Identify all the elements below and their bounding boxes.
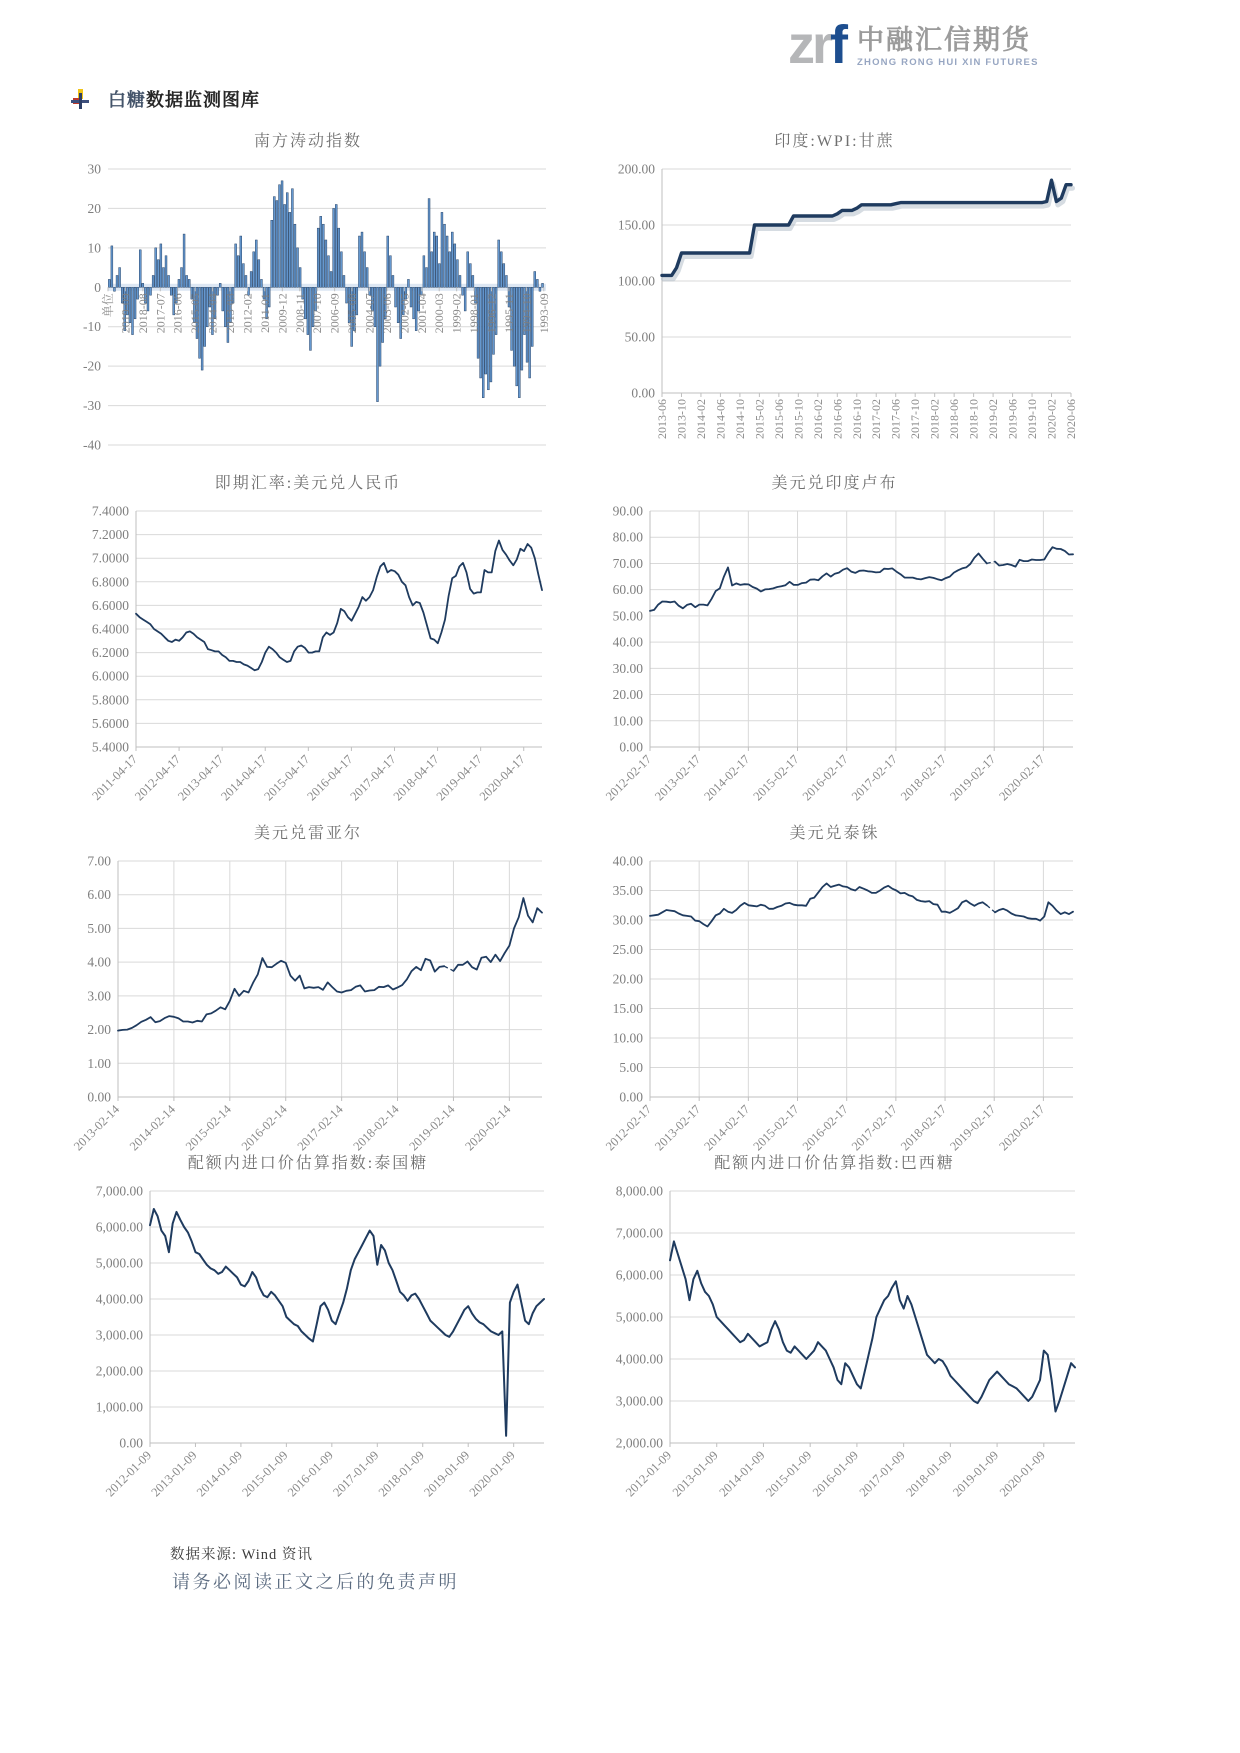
svg-text:2020-04-17: 2020-04-17 — [476, 752, 528, 804]
svg-text:2014-01-09: 2014-01-09 — [716, 1448, 768, 1500]
chart-canvas-usdthb — [582, 847, 1087, 1176]
svg-text:2018-02-17: 2018-02-17 — [898, 1102, 950, 1154]
svg-text:2016-02: 2016-02 — [810, 399, 825, 439]
svg-text:2016-04-17: 2016-04-17 — [304, 752, 356, 804]
svg-text:2020-02-14: 2020-02-14 — [462, 1102, 514, 1154]
chart-canvas-wpi — [582, 155, 1087, 460]
chart-title: 美元兑雷亚尔 — [253, 825, 362, 842]
svg-text:2015-02-17: 2015-02-17 — [750, 752, 802, 804]
chart-title: 南方涛动指数 — [253, 133, 362, 150]
svg-text:2019-09: 2019-09 — [118, 293, 133, 334]
svg-text:2,000.00: 2,000.00 — [95, 1363, 143, 1379]
chart-thai-sugar-import-index — [62, 1150, 554, 1532]
svg-text:200.00: 200.00 — [617, 161, 655, 177]
svg-text:100.00: 100.00 — [617, 273, 655, 289]
svg-text:2016-06: 2016-06 — [170, 293, 185, 334]
svg-text:2014-01-09: 2014-01-09 — [193, 1448, 246, 1500]
svg-text:2018-01-09: 2018-01-09 — [375, 1448, 427, 1500]
svg-text:2015-02: 2015-02 — [752, 399, 767, 439]
svg-text:7.2000: 7.2000 — [91, 527, 129, 543]
svg-text:90.00: 90.00 — [612, 503, 643, 519]
svg-text:2014-02-14: 2014-02-14 — [126, 1102, 179, 1154]
bullet-pin-icon — [70, 88, 90, 110]
svg-text:2019-01-09: 2019-01-09 — [421, 1448, 473, 1500]
svg-text:5.6000: 5.6000 — [91, 715, 129, 731]
svg-text:20: 20 — [87, 200, 101, 216]
svg-text:2003-06: 2003-06 — [379, 293, 394, 334]
svg-text:2015-01-09: 2015-01-09 — [239, 1448, 291, 1500]
svg-text:2013-01-09: 2013-01-09 — [669, 1448, 721, 1500]
svg-text:2017-02-17: 2017-02-17 — [848, 1102, 900, 1154]
svg-text:1,000.00: 1,000.00 — [95, 1399, 143, 1415]
svg-text:2015-10: 2015-10 — [791, 399, 806, 439]
svg-text:2020-01-09: 2020-01-09 — [466, 1448, 518, 1500]
svg-text:25.00: 25.00 — [612, 942, 643, 957]
svg-text:2020-02-17: 2020-02-17 — [996, 1102, 1048, 1154]
svg-text:0: 0 — [94, 279, 101, 295]
svg-text:2017-07: 2017-07 — [153, 293, 168, 334]
chart-title: 美元兑泰铢 — [789, 825, 880, 842]
svg-text:0.00: 0.00 — [119, 1435, 143, 1451]
svg-text:8,000.00: 8,000.00 — [615, 1183, 663, 1199]
svg-text:单位: 单位 — [101, 293, 115, 318]
svg-text:2020-01-09: 2020-01-09 — [996, 1448, 1048, 1500]
svg-text:2014-10: 2014-10 — [732, 399, 747, 439]
svg-text:2015-06: 2015-06 — [771, 399, 786, 439]
svg-text:2019-06: 2019-06 — [1005, 399, 1020, 439]
svg-text:2.00: 2.00 — [87, 1022, 111, 1038]
svg-text:6.6000: 6.6000 — [91, 597, 129, 613]
svg-text:2004-07: 2004-07 — [362, 293, 377, 334]
svg-text:1995-11: 1995-11 — [501, 293, 516, 333]
disclaimer: 请务必阅读正文之后的免责声明 — [172, 1572, 459, 1592]
svg-text:10: 10 — [87, 240, 101, 256]
chart-title: 配额内进口价估算指数:泰国糖 — [187, 1155, 429, 1172]
svg-text:2017-04-17: 2017-04-17 — [347, 752, 399, 804]
svg-text:2017-02: 2017-02 — [869, 399, 884, 439]
svg-text:2015-05: 2015-05 — [188, 293, 203, 334]
chart-usd-cny — [62, 470, 554, 826]
svg-text:-30: -30 — [83, 398, 101, 414]
svg-text:2013-01-09: 2013-01-09 — [148, 1448, 200, 1500]
svg-text:2020-06: 2020-06 — [1064, 399, 1078, 439]
svg-text:30.00: 30.00 — [612, 660, 643, 676]
svg-text:2015-01-09: 2015-01-09 — [763, 1448, 815, 1500]
svg-text:2017-01-09: 2017-01-09 — [856, 1448, 908, 1500]
svg-text:2019-02: 2019-02 — [986, 399, 1001, 439]
svg-text:2014-06: 2014-06 — [713, 399, 728, 439]
chart-usd-thb — [582, 820, 1087, 1176]
svg-text:20.00: 20.00 — [612, 971, 643, 987]
svg-text:2017-10: 2017-10 — [908, 399, 923, 439]
svg-text:2019-04-17: 2019-04-17 — [433, 752, 485, 804]
svg-text:2018-02: 2018-02 — [927, 399, 942, 439]
svg-text:2014-04-17: 2014-04-17 — [218, 752, 270, 804]
svg-text:2002-05: 2002-05 — [397, 293, 412, 334]
svg-text:2013-06: 2013-06 — [655, 399, 669, 439]
svg-text:40.00: 40.00 — [612, 853, 643, 869]
svg-text:2013-10: 2013-10 — [674, 399, 689, 439]
svg-text:2,000.00: 2,000.00 — [615, 1435, 663, 1451]
svg-text:2000-03: 2000-03 — [432, 293, 447, 334]
svg-text:7.00: 7.00 — [87, 853, 111, 869]
svg-text:5,000.00: 5,000.00 — [615, 1309, 663, 1325]
svg-text:2018-10: 2018-10 — [966, 399, 981, 439]
logo-company-name: 中融汇信期货 — [857, 25, 1031, 55]
chart-canvas-brazil-sugar — [582, 1177, 1087, 1532]
svg-text:2016-06: 2016-06 — [830, 399, 845, 439]
svg-text:6,000.00: 6,000.00 — [615, 1267, 663, 1283]
svg-text:2013-04-17: 2013-04-17 — [175, 752, 227, 804]
svg-text:2016-02-17: 2016-02-17 — [799, 1102, 851, 1154]
svg-text:2018-02-14: 2018-02-14 — [350, 1102, 402, 1154]
svg-text:60.00: 60.00 — [612, 582, 643, 598]
svg-text:2019-02-17: 2019-02-17 — [947, 1102, 999, 1154]
svg-text:2014-04: 2014-04 — [205, 293, 220, 334]
svg-text:2017-01-09: 2017-01-09 — [330, 1448, 382, 1500]
svg-text:5,000.00: 5,000.00 — [95, 1255, 143, 1271]
svg-text:2017-02-17: 2017-02-17 — [848, 752, 900, 804]
svg-text:2020-02-17: 2020-02-17 — [996, 752, 1048, 804]
svg-text:6.2000: 6.2000 — [91, 645, 129, 661]
svg-text:6.4000: 6.4000 — [91, 621, 129, 637]
svg-text:7,000.00: 7,000.00 — [95, 1183, 143, 1199]
svg-text:2013-02-17: 2013-02-17 — [652, 752, 704, 804]
chart-canvas-usdinr — [582, 497, 1087, 826]
svg-text:4,000.00: 4,000.00 — [615, 1351, 663, 1367]
svg-text:2018-08: 2018-08 — [135, 293, 150, 334]
svg-text:3,000.00: 3,000.00 — [95, 1327, 143, 1343]
svg-text:2016-10: 2016-10 — [849, 399, 864, 439]
logo-zrf-mark: zrf — [788, 15, 845, 75]
svg-text:10.00: 10.00 — [612, 713, 643, 729]
svg-text:20.00: 20.00 — [612, 687, 643, 703]
chart-title: 美元兑印度卢布 — [771, 475, 898, 492]
svg-text:6,000.00: 6,000.00 — [95, 1219, 143, 1235]
chart-canvas-usdbrl — [62, 847, 554, 1176]
svg-text:0.00: 0.00 — [619, 1089, 643, 1105]
svg-text:150.00: 150.00 — [617, 217, 655, 233]
company-logo — [788, 15, 1039, 75]
chart-canvas-soi — [62, 155, 554, 460]
svg-text:2008-11: 2008-11 — [292, 293, 307, 333]
section-title-row — [70, 86, 260, 112]
svg-text:2012-01-09: 2012-01-09 — [102, 1448, 155, 1500]
svg-text:4.00: 4.00 — [87, 954, 111, 970]
svg-text:2012-02: 2012-02 — [240, 293, 255, 334]
svg-text:3,000.00: 3,000.00 — [615, 1393, 663, 1409]
svg-text:0.00: 0.00 — [619, 739, 643, 755]
svg-text:2017-02-14: 2017-02-14 — [294, 1102, 346, 1154]
svg-text:2014-02-17: 2014-02-17 — [701, 1102, 753, 1154]
svg-text:2018-06: 2018-06 — [947, 399, 962, 439]
svg-text:1999-02: 1999-02 — [449, 293, 464, 334]
svg-text:10.00: 10.00 — [612, 1030, 643, 1046]
svg-text:2014-02-17: 2014-02-17 — [701, 752, 753, 804]
svg-text:2015-02-14: 2015-02-14 — [182, 1102, 234, 1154]
svg-text:30: 30 — [87, 161, 101, 177]
svg-text:2012-04-17: 2012-04-17 — [132, 752, 184, 804]
svg-text:2020-02: 2020-02 — [1044, 399, 1059, 439]
svg-text:2006-09: 2006-09 — [327, 293, 342, 334]
svg-text:3.00: 3.00 — [87, 988, 111, 1004]
svg-text:1.00: 1.00 — [87, 1055, 111, 1071]
data-source: 数据来源: Wind 资讯 — [170, 1547, 313, 1563]
svg-text:7,000.00: 7,000.00 — [615, 1225, 663, 1241]
svg-text:2016-02-14: 2016-02-14 — [238, 1102, 290, 1154]
chart-brazil-sugar-import-index — [582, 1150, 1087, 1532]
svg-text:2019-01-09: 2019-01-09 — [950, 1448, 1002, 1500]
svg-text:2012-02-17: 2012-02-17 — [602, 752, 655, 804]
svg-text:6.0000: 6.0000 — [91, 668, 129, 684]
svg-text:-10: -10 — [83, 319, 101, 335]
svg-text:2014-02: 2014-02 — [693, 399, 708, 439]
svg-text:2018-02-17: 2018-02-17 — [898, 752, 950, 804]
chart-title: 配额内进口价估算指数:巴西糖 — [714, 1155, 955, 1172]
svg-text:5.8000: 5.8000 — [91, 692, 129, 708]
svg-text:-20: -20 — [83, 358, 101, 374]
logo-company-name-en: ZHONG RONG HUI XIN FUTURES — [857, 57, 1039, 69]
svg-text:2015-04-17: 2015-04-17 — [261, 752, 313, 804]
svg-text:1996-12: 1996-12 — [484, 293, 499, 334]
svg-text:-40: -40 — [83, 437, 101, 453]
svg-text:6.00: 6.00 — [87, 887, 111, 903]
svg-text:70.00: 70.00 — [612, 555, 643, 571]
svg-text:1994-10: 1994-10 — [519, 293, 534, 334]
svg-text:6.8000: 6.8000 — [91, 574, 129, 590]
chart-india-wpi-sugarcane — [582, 128, 1087, 460]
svg-text:50.00: 50.00 — [624, 329, 655, 345]
svg-text:2019-10: 2019-10 — [1025, 399, 1040, 439]
chart-canvas-usdcny — [62, 497, 554, 826]
page-title: 白糖数据监测图库 — [108, 90, 260, 110]
svg-text:2018-04-17: 2018-04-17 — [390, 752, 442, 804]
chart-title: 印度:WPI:甘蔗 — [774, 133, 895, 150]
svg-text:15.00: 15.00 — [612, 1001, 643, 1016]
svg-text:1998-01: 1998-01 — [467, 293, 482, 334]
svg-text:0.00: 0.00 — [87, 1089, 111, 1105]
svg-text:80.00: 80.00 — [612, 529, 643, 545]
svg-text:40.00: 40.00 — [612, 634, 643, 650]
svg-text:2007-10: 2007-10 — [310, 293, 325, 334]
svg-text:5.00: 5.00 — [619, 1060, 643, 1075]
svg-text:2005-08: 2005-08 — [345, 293, 360, 334]
svg-text:2012-02-17: 2012-02-17 — [602, 1102, 655, 1154]
svg-text:2016-01-09: 2016-01-09 — [284, 1448, 336, 1500]
chart-southern-oscillation-index — [62, 128, 554, 460]
svg-text:7.0000: 7.0000 — [91, 550, 129, 566]
svg-text:2012-01-09: 2012-01-09 — [622, 1448, 675, 1500]
svg-text:1993-09: 1993-09 — [536, 293, 551, 334]
svg-text:2016-02-17: 2016-02-17 — [799, 752, 851, 804]
svg-text:2019-02-14: 2019-02-14 — [406, 1102, 458, 1154]
svg-text:2013-02-17: 2013-02-17 — [652, 1102, 704, 1154]
chart-canvas-thai-sugar — [62, 1177, 554, 1532]
svg-text:5.00: 5.00 — [87, 920, 111, 936]
svg-text:2001-04: 2001-04 — [414, 293, 429, 334]
svg-text:2015-02-17: 2015-02-17 — [750, 1102, 802, 1154]
svg-text:2011-04-17: 2011-04-17 — [89, 752, 141, 804]
svg-text:2009-12: 2009-12 — [275, 293, 290, 334]
svg-text:2013-02-14: 2013-02-14 — [70, 1102, 123, 1154]
svg-text:5.4000: 5.4000 — [91, 739, 129, 755]
svg-text:50.00: 50.00 — [612, 608, 643, 624]
chart-usd-brl — [62, 820, 554, 1176]
svg-text:2018-01-09: 2018-01-09 — [903, 1448, 955, 1500]
svg-text:4,000.00: 4,000.00 — [95, 1291, 143, 1307]
svg-text:2017-06: 2017-06 — [888, 399, 903, 439]
svg-text:2013-03: 2013-03 — [223, 293, 238, 334]
svg-text:2016-01-09: 2016-01-09 — [809, 1448, 862, 1500]
svg-text:2011-01: 2011-01 — [257, 293, 272, 333]
svg-text:35.00: 35.00 — [612, 883, 643, 898]
svg-text:30.00: 30.00 — [612, 912, 643, 928]
svg-text:7.4000: 7.4000 — [91, 503, 129, 519]
chart-title: 即期汇率:美元兑人民币 — [214, 475, 402, 492]
svg-text:2019-02-17: 2019-02-17 — [947, 752, 999, 804]
svg-text:0.00: 0.00 — [631, 385, 655, 401]
chart-usd-inr — [582, 470, 1087, 826]
